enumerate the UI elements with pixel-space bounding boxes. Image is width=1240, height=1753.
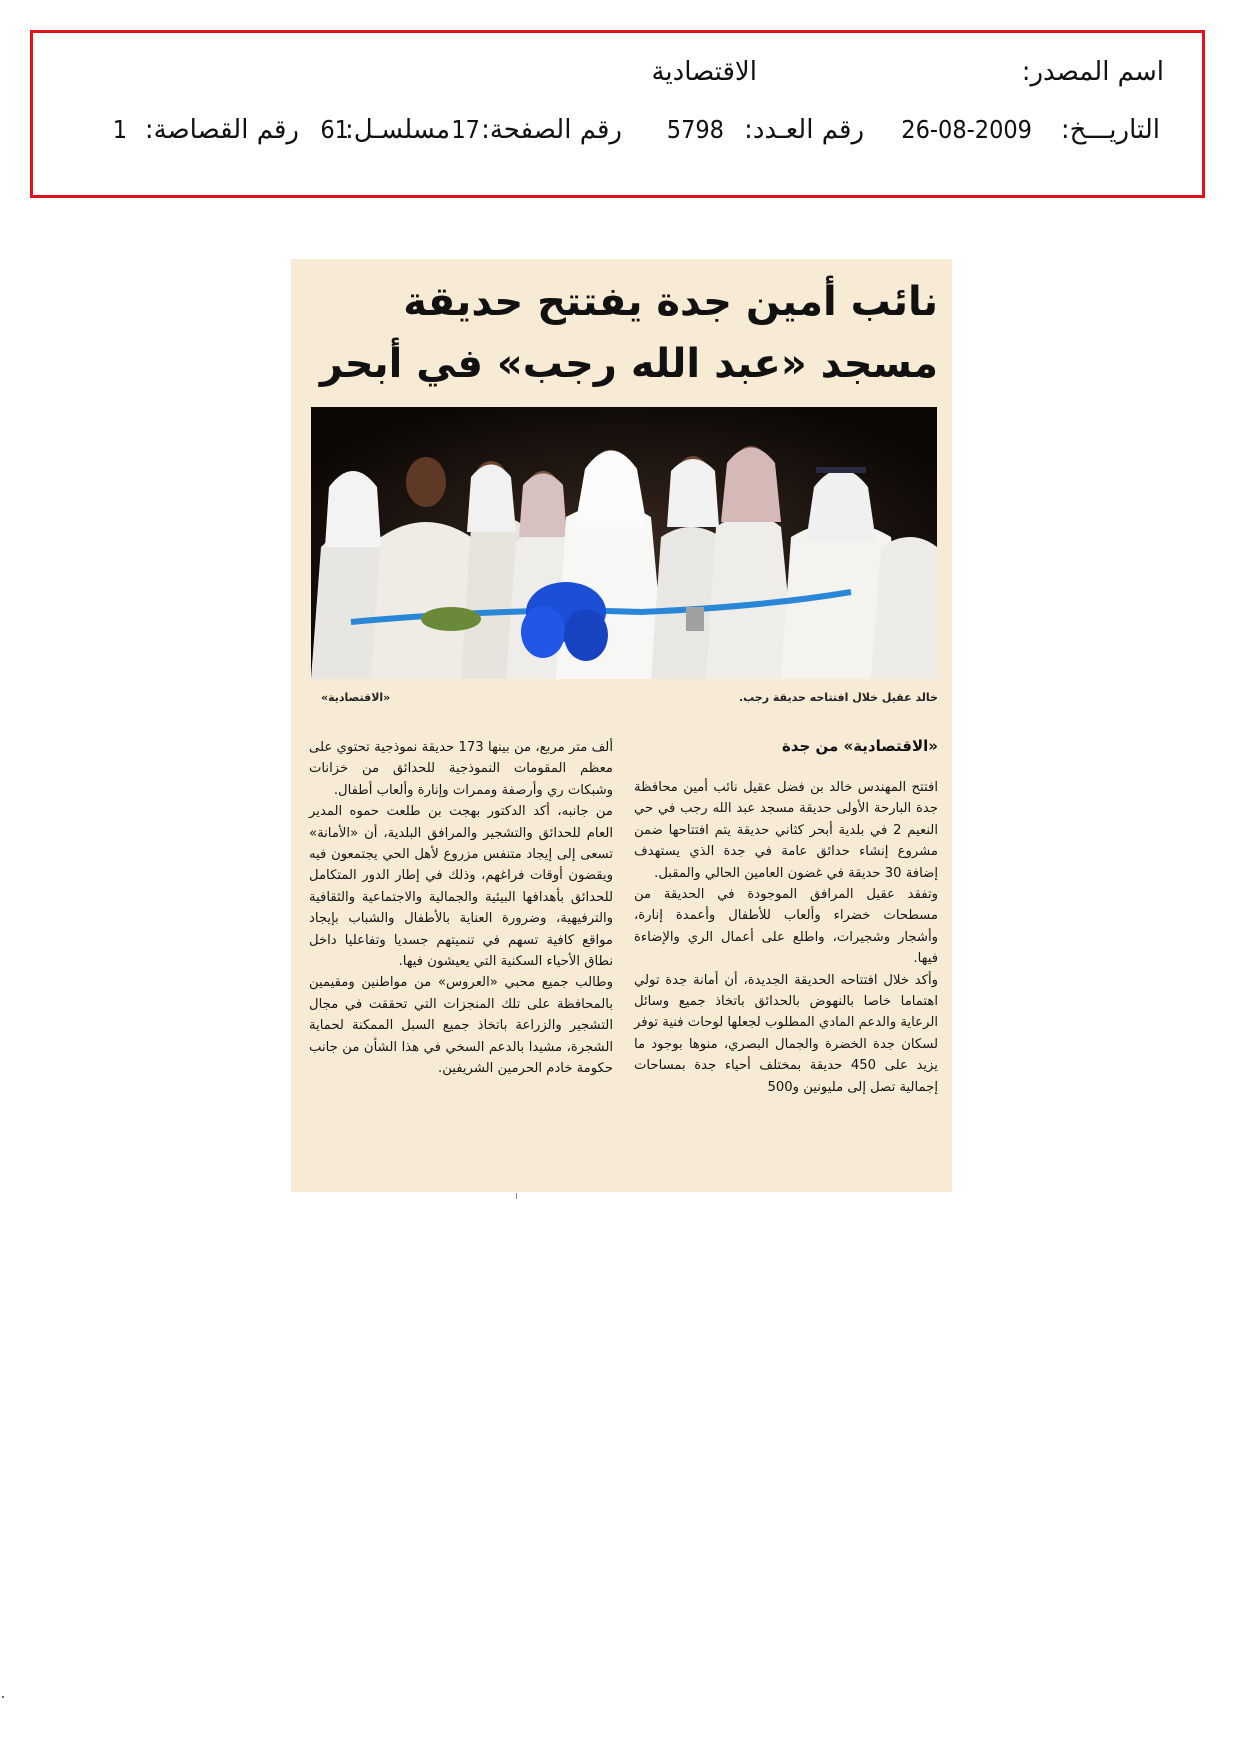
date-value: 26-08-2009 [901, 115, 1032, 144]
metadata-row-source [33, 57, 1202, 97]
clip-value: 1 [112, 115, 127, 144]
source-label: اسم المصدر: [1021, 57, 1164, 87]
page-value: 17 [451, 115, 480, 144]
paragraph: وطالب جميع محبي «العروس» من مواطنين ومقيمين بالمحافظة على تلك المنجزات التي تحققت في مجال التشجير والزراعة باتخاذ جميع السبل الممكنة لحماية الشجرة، مشيدا بالدعم السخي في هذا الشأن من جانب حكومة خادم الحرمين الشريفين. [309, 975, 613, 1077]
article-column-right [634, 777, 938, 1098]
paragraph: من جانبه، أكد الدكتور بهجت بن طلعت حموه المدير العام للحدائق والتشجير والمرافق البلدية، أن «الأمانة» تسعى إلى إيجاد متنفس مزروع لأهل الحي يجتمعون فيه ويقضون أوقات فراغهم، وذلك في إطار الدور المتكامل للحدائق بأهدافها البيئية والجمالية والاجتماعية والثقافية والترفيهية، وضرورة العناية بالأطفال والشباب بإيجاد مواقع كافية تسهم في تنميتهم جسديا وتفاعليا داخل نطاق الأحياء السكنية التي يعيشون فيها. [309, 804, 613, 970]
photo-credit: «الاقتصادية» [321, 691, 391, 704]
ribbon-cutting-photo [311, 407, 937, 679]
serial-value: 61 [320, 115, 349, 144]
clipping-metadata-box [30, 30, 1205, 198]
cup-icon [686, 607, 704, 631]
article-byline: «الاقتصادية» من جدة [781, 737, 938, 755]
article-column-left [309, 737, 613, 1080]
page-label: رقم الصفحة: [481, 115, 622, 145]
issue-label: رقم العـدد: [744, 115, 864, 145]
page-tick-mark [516, 1193, 517, 1199]
paragraph: وأكد خلال افتتاحه الحديقة الجديدة، أن أمانة جدة تولي اهتماما خاصا بالنهوض بالحدائق باتخاذ جميع وسائل الرعاية والدعم المادي المطلوب لجعلها لوحات فنية توفر لسكان جدة الخضرة والجمال البصري، منوها بوجود ما يزيد على 450 حديقة بمختلف أحياء جدة بمساحات إجمالية تصل إلى مليونين و500 [634, 972, 938, 1095]
paragraph: افتتح المهندس خالد بن فضل عقيل نائب أمين محافظة جدة البارحة الأولى حديقة مسجد عبد الله رجب في حي النعيم 2 في بلدية أبحر كثاني حديقة يتم افتتاحها ضمن مشروع إنشاء حدائق عامة في جدة الذي يستهدف إضافة 30 حديقة في غضون العامين الحالي والمقبل. [634, 780, 938, 881]
article-headline: نائب أمين جدة يفتتح حديقة مسجد «عبد الله رجب» في أبحر [319, 279, 938, 387]
paragraph: ألف متر مربع، من بينها 173 حديقة نموذجية تحتوي على معظم المقومات النموذجية للحدائق من خزانات وشبكات ري وأرصفة وممرات وإنارة وألعاب أطفال. [309, 740, 613, 798]
date-label: التاريـــخ: [1060, 115, 1160, 145]
issue-value: 5798 [666, 115, 724, 144]
clip-label: رقم القصاصة: [144, 115, 299, 145]
newspaper-clipping [291, 259, 952, 1192]
article-photo [311, 407, 937, 679]
scan-speck [2, 1696, 4, 1698]
serial-label: مسلسـل: [345, 115, 450, 145]
photo-caption: خالد عقيل خلال افتتاحه حديقة رجب. [738, 691, 938, 704]
metadata-row-details [33, 115, 1202, 155]
paragraph: وتفقد عقيل المرافق الموجودة في الحديقة من مسطحات خضراء وألعاب للأطفال وأعمدة إنارة، وأشجار وشجيرات، واطلع على أعمال الري والإضاءة فيها. [634, 887, 938, 967]
source-value: الاقتصادية [651, 57, 757, 87]
